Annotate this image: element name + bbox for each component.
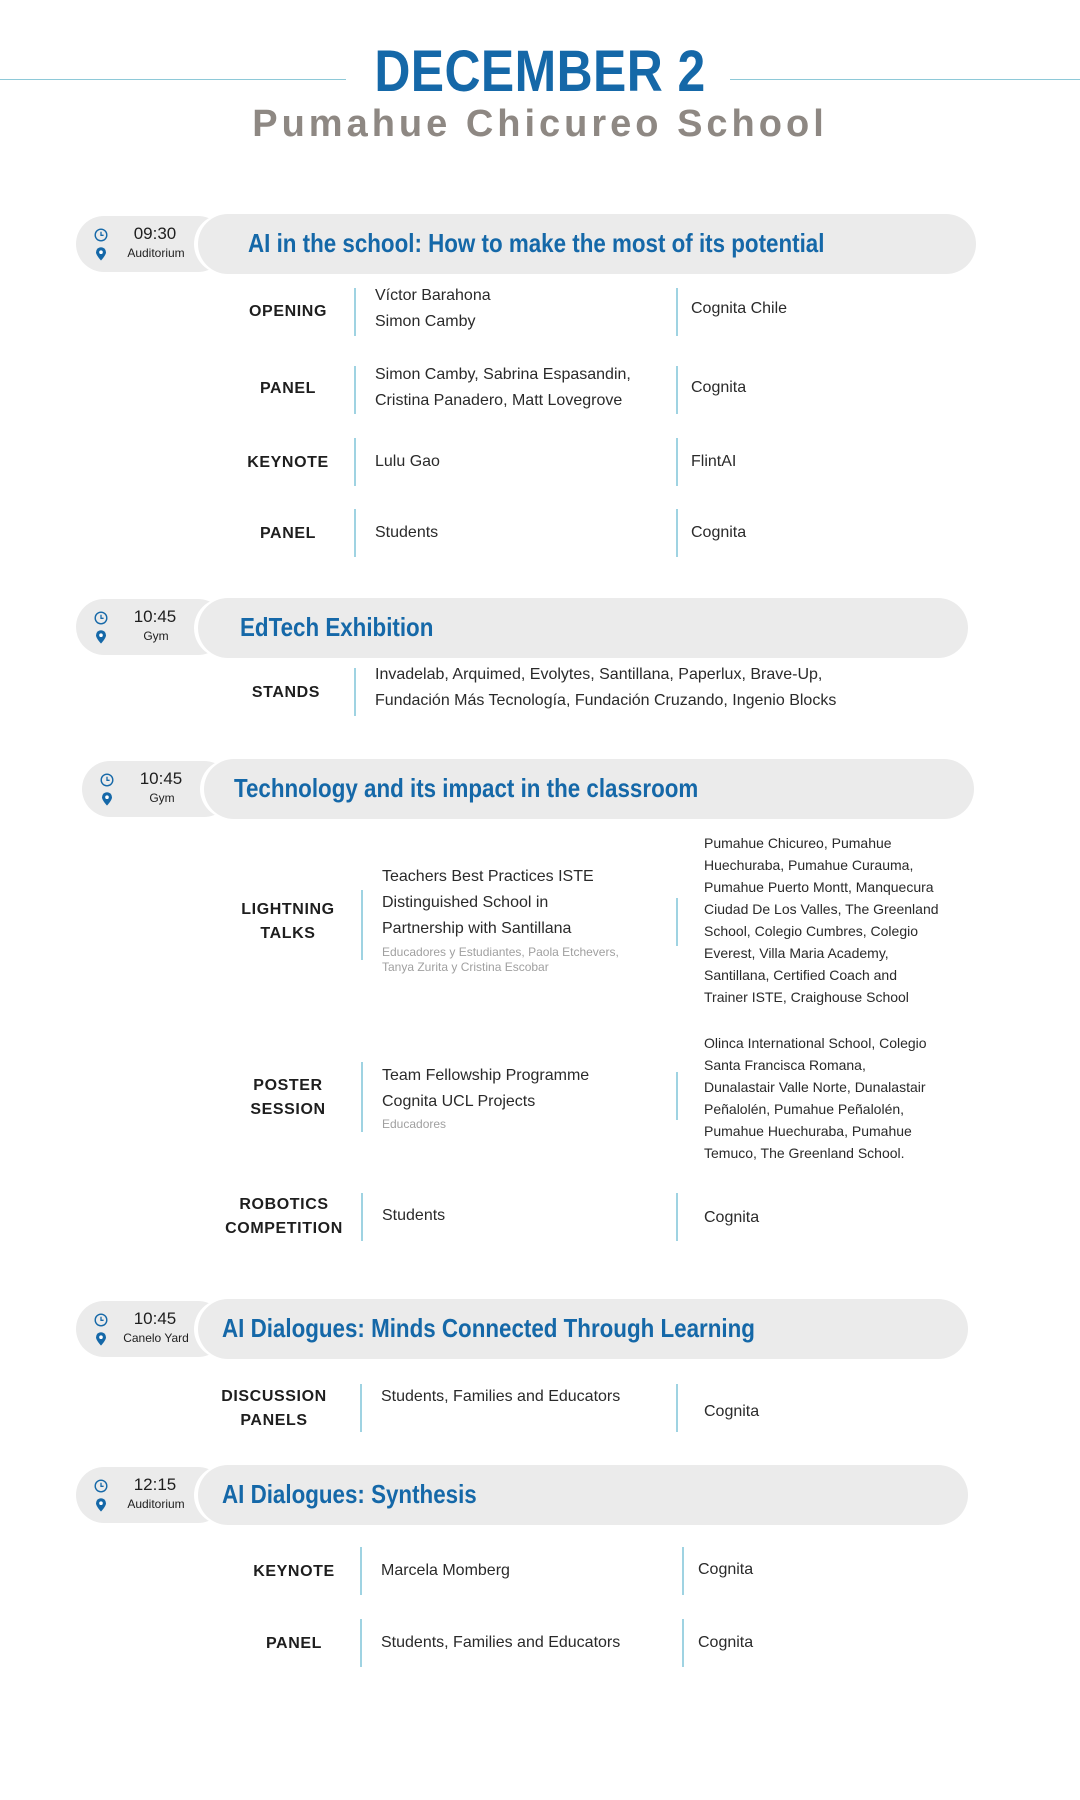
row-org: Cognita — [704, 1209, 760, 1226]
divider — [360, 1547, 362, 1595]
session-venue: Gym — [149, 791, 175, 805]
divider — [354, 288, 356, 336]
session-time: 12:15 — [133, 1475, 177, 1494]
session-title-bar — [204, 759, 974, 819]
row-people: Víctor Barahona Simon Camby — [375, 287, 491, 330]
row-label: PANEL — [265, 1635, 323, 1652]
row-people: Team Fellowship Programme Cognita UCL Projects — [382, 1067, 590, 1110]
session-title-bar — [198, 598, 968, 658]
row-org: Pumahue Chicureo, Pumahue Huechuraba, Pumahue Curauma, Pumahue Puerto Montt, Manquecura Ciudad De Los Valles, The Greenland School, Colegio Cumbres, Colegio Everest, Villa Maria Academy, Santillana, Certified Coach and Trainer ISTE, Craighouse School — [704, 835, 939, 1005]
session-time: 10:45 — [133, 1309, 177, 1328]
session-title: AI in the school: How to make the most of its potential — [248, 228, 825, 258]
row-label: PANEL — [259, 525, 317, 542]
divider — [361, 1193, 363, 1241]
row-org: Olinca International School, Colegio Santa Francisca Romana, Dunalastair Valle Norte, Dunalastair Peñalolén, Pumahue Peñalolén, Pumahue Huechuraba, Pumahue Temuco, The Greenland School. — [704, 1035, 927, 1161]
row-label: POSTER SESSION — [250, 1077, 326, 1118]
divider — [361, 890, 363, 960]
divider — [676, 1193, 678, 1241]
row-org: Cognita Chile — [691, 300, 788, 317]
session-venue: Gym — [143, 629, 169, 643]
page-subtitle: Pumahue Chicureo School — [252, 103, 828, 145]
row-label: LIGHTNING TALKS — [241, 901, 335, 942]
row-org: Cognita — [704, 1403, 760, 1420]
row-org: Cognita — [691, 379, 747, 396]
divider — [360, 1619, 362, 1667]
row-label: ROBOTICS COMPETITION — [225, 1196, 343, 1237]
divider — [354, 366, 356, 414]
clock-icon — [94, 1479, 108, 1493]
divider — [676, 438, 678, 486]
divider — [676, 509, 678, 557]
session-title-bar — [198, 1465, 968, 1525]
row-people: Students — [375, 524, 439, 541]
session-title-bar — [198, 214, 976, 274]
session-title: AI Dialogues: Minds Connected Through Learning — [222, 1313, 755, 1343]
page-title: DECEMBER 2 — [374, 39, 706, 104]
row-people: Students, Families and Educators — [381, 1634, 621, 1651]
divider — [676, 1072, 678, 1120]
divider — [360, 1384, 362, 1432]
clock-icon — [94, 228, 108, 242]
row-subtext: Educadores — [382, 1117, 447, 1131]
clock-icon — [94, 611, 108, 625]
session-title: AI Dialogues: Synthesis — [222, 1479, 477, 1509]
row-label: DISCUSSION PANELS — [221, 1388, 327, 1429]
divider — [676, 366, 678, 414]
divider — [354, 509, 356, 557]
row-org: Cognita — [691, 524, 747, 541]
session-title: Technology and its impact in the classroom — [234, 773, 699, 803]
divider — [361, 1062, 363, 1132]
session-venue: Canelo Yard — [123, 1331, 189, 1345]
row-subtext: Educadores y Estudiantes, Paola Etchevers, Tanya Zurita y Cristina Escobar — [382, 945, 619, 974]
clock-icon — [94, 1313, 108, 1327]
row-org: FlintAI — [691, 453, 737, 470]
divider — [676, 288, 678, 336]
row-people: Marcela Momberg — [381, 1562, 510, 1579]
clock-icon — [100, 773, 114, 787]
divider — [354, 438, 356, 486]
row-label: KEYNOTE — [253, 1563, 335, 1580]
row-people: Teachers Best Practices ISTE Distinguished School in Partnership with Santillana — [382, 868, 594, 937]
row-people: Invadelab, Arquimed, Evolytes, Santillana, Paperlux, Brave-Up, Fundación Más Tecnología, Fundación Cruzando, Ingenio Blocks — [375, 666, 837, 709]
row-org: Cognita — [698, 1561, 754, 1578]
divider — [676, 1384, 678, 1432]
row-people: Students — [382, 1207, 446, 1224]
row-label: PANEL — [259, 380, 317, 397]
divider — [682, 1619, 684, 1667]
row-people: Simon Camby, Sabrina Espasandin, Cristina Panadero, Matt Lovegrove — [375, 366, 631, 409]
row-label: OPENING — [249, 303, 327, 320]
row-label: STANDS — [251, 684, 321, 701]
divider — [676, 898, 678, 946]
session-venue: Auditorium — [127, 1497, 185, 1511]
row-label: KEYNOTE — [247, 454, 329, 471]
row-people: Students, Families and Educators — [381, 1388, 621, 1405]
row-people: Lulu Gao — [375, 453, 440, 470]
divider — [354, 668, 356, 716]
session-venue: Auditorium — [127, 246, 185, 260]
divider — [682, 1547, 684, 1595]
session-title: EdTech Exhibition — [240, 612, 434, 642]
session-time: 10:45 — [133, 607, 177, 626]
session-title-bar — [198, 1299, 968, 1359]
session-time: 09:30 — [133, 224, 177, 243]
session-time: 10:45 — [139, 769, 183, 788]
row-org: Cognita — [698, 1634, 754, 1651]
